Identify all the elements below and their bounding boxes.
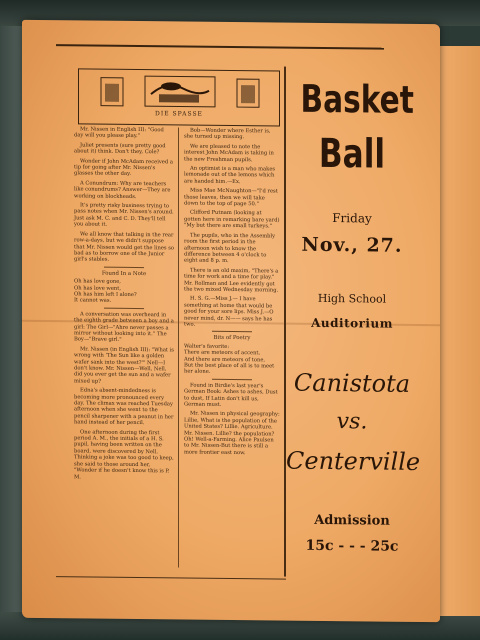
left-paragraph: We all know that talking in the rear row-a-days, but we didn't suppose that Mr. Nissen would get the lines so bad as to borrow one of the Junior girl's stables. bbox=[74, 231, 174, 264]
poem-line: There are meteors of accent, bbox=[184, 349, 261, 357]
left-paragraph: Wonder if John McAdam received a tip for going after Mr. Nissen's glasses the other day. bbox=[74, 158, 173, 178]
mid-paragraph: H. S. G.—Miss J.— I have something at home that would be good for your sore lips. Miss J.—O never mind, dr. N—— says he has two. bbox=[184, 295, 274, 328]
ad-date: Nov., 27. bbox=[301, 233, 403, 257]
mid-paragraph: The pupils, who in the Assembly room the first period in the afternoon wish to know the difference between 4 o'clock to eight and 8 p. m. bbox=[184, 232, 276, 265]
poem-line: Oh has him left I alone? bbox=[74, 291, 137, 298]
middle-column bbox=[184, 128, 280, 460]
mid-paragraph: Mr. Nissen in physical geography: Lillie, What is the population of the United States? Lillie. Agriculture. Mr. Nissen. Lillie? the population? Oh! Well-a-Farming. Alice Paulsen to Mr. Nissen-But there is still a more frontier east now. bbox=[184, 411, 280, 457]
mid-paragraph: Clifford Putnam (looking at gotten here in remarking bare yard) "My but there are small turkeys." bbox=[184, 210, 280, 230]
mid-paragraph: An optimist is a man who makes lemonade out of the lemons which are handed him.—Ex. bbox=[184, 165, 276, 185]
poem-line: And there are meteors of tone, bbox=[184, 356, 266, 363]
poem-line: It cannot was. bbox=[74, 297, 112, 305]
left-paragraph: Juliet presents (sure pretty good about it) think. Don't they, Cole? bbox=[74, 142, 166, 156]
ad-admission-label: Admission bbox=[314, 512, 390, 529]
separator bbox=[212, 331, 252, 332]
poem-title: Found In a Note bbox=[101, 270, 147, 277]
left-paragraph: A conversation was overheard in the eighth grade between a boy and a girl: The Girl—"Ahre never passes a mirror without looking into it." The Boy—"Brave girl." bbox=[74, 311, 174, 344]
poem-title: Bits of Poetry bbox=[213, 335, 251, 342]
ad-price: 15c - - - 25c bbox=[305, 537, 399, 555]
ad-venue-line2: Auditorium bbox=[311, 315, 393, 331]
left-paragraph: Mr. Nissen (in English III): "What is wrong with 'The Sun like a golden wafer sank into the west?'" Nell—I don't know. Mr. Nissen—Well, Nell, did you ever get the sun and a wafer mixed up? bbox=[74, 346, 174, 385]
left-paragraph: It's pretty risky business trying to pass notes when Mr. Nissen's around. Just ask M. C. and C. D. They'll tell you about it. bbox=[74, 202, 174, 228]
mid-paragraph: We are pleased to note the interest John McAdam is taking in the new Freshman pupils. bbox=[184, 143, 274, 163]
poem-line: Oh has love went, bbox=[74, 284, 122, 292]
separator bbox=[104, 307, 144, 308]
separator bbox=[212, 379, 252, 380]
left-column bbox=[74, 126, 174, 484]
mid-paragraph: Miss Mae McNaughton—"I'd rest those leaves, then we will take down to the top of page 50." bbox=[184, 187, 278, 208]
top-rule bbox=[56, 44, 384, 67]
left-paragraph: Edna's absent-mindedness is becoming more pronounced every day. The climax was reached Tuesday afternoon when she went to the pencil sharpener with a peanut in her hand instead of her pencil. bbox=[74, 387, 174, 427]
left-paragraph: Mr. Nissen in English III: "Good day will you please play." bbox=[74, 126, 164, 140]
header-illustration bbox=[87, 73, 271, 109]
ad-title-line2: Ball bbox=[318, 130, 386, 178]
left-paragraph: One afternoon during the first period A. M., the initials of a H. S. pupil, having been written on the board, were discovered by Nell. Thinking a joke was too good to keep, she said to those around her, "Wonder if he doesn't know this is P. M. bbox=[74, 429, 174, 480]
mid-paragraph: There is an old maxim, "There's a time for work and a time for play." Mr. Rollman and Lee evidently got the two mixed Wednesday morning. bbox=[184, 267, 279, 294]
left-paragraph: A Conundrum: Why are teachers like conundrums? Answer—They are working on blockheads. bbox=[74, 180, 171, 200]
header-illustration-box bbox=[78, 68, 280, 126]
ad-venue-line1: High School bbox=[317, 291, 387, 306]
separator bbox=[104, 266, 144, 267]
ad-versus: vs. bbox=[336, 409, 368, 435]
ad-team-home: Canistota bbox=[293, 368, 411, 398]
poem-line: Walter's favorite: bbox=[184, 343, 230, 350]
poem-line: Oh has love gone, bbox=[74, 278, 121, 285]
mid-paragraph: Found in Birdie's last year's German Book: Ashes to ashes, Dust to dust, If Latin don't kill us, German must. bbox=[184, 382, 278, 408]
ad-team-away: Centerville bbox=[286, 446, 421, 476]
poem-line: But the best place of all is to meet her alone. bbox=[184, 362, 275, 376]
bottom-rule bbox=[56, 576, 286, 579]
ad-day: Friday bbox=[332, 211, 372, 226]
mid-paragraph: Bob—Wonder where Esther is, she turned up missing. bbox=[184, 127, 271, 141]
header-caption: DIE SPASSE bbox=[155, 110, 203, 118]
ad-title-line1: Basket bbox=[300, 76, 414, 122]
basketball-advertisement bbox=[286, 76, 421, 555]
column-rule bbox=[178, 127, 179, 567]
newspaper-page bbox=[22, 20, 440, 622]
